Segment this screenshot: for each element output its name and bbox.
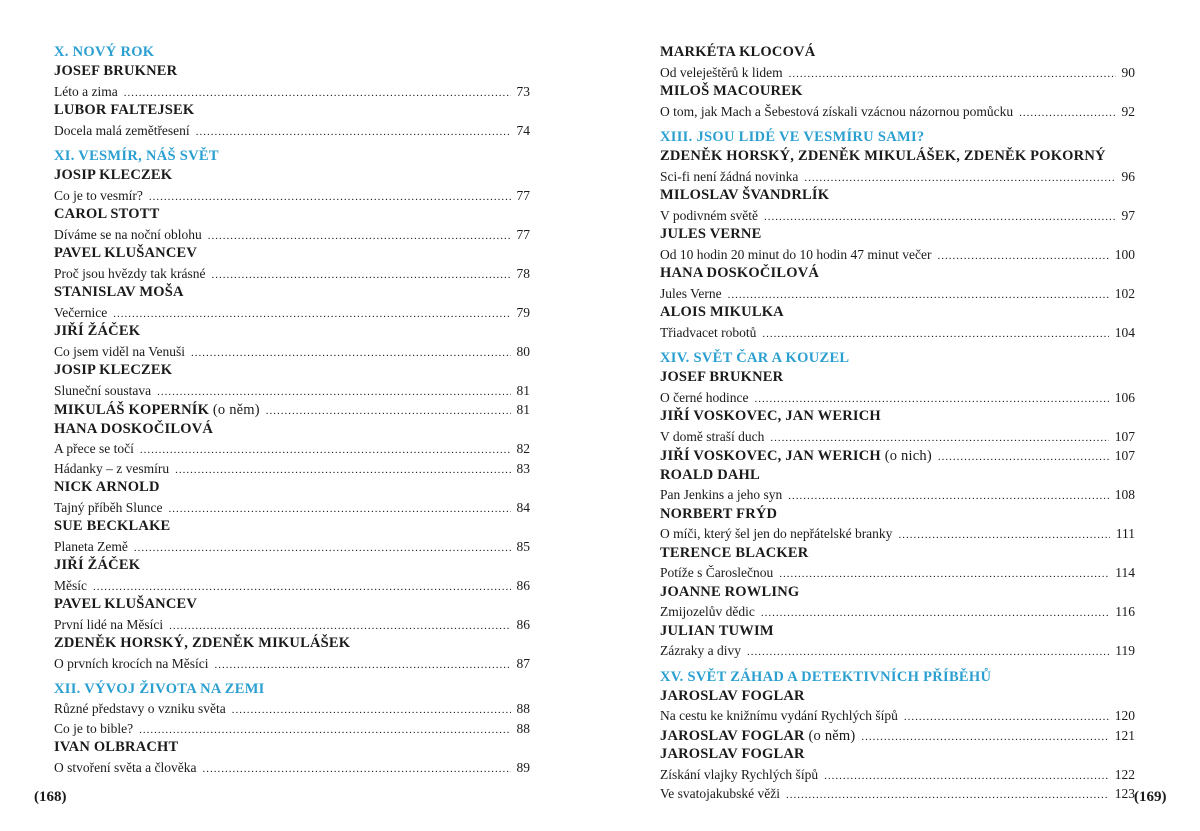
dot-leader — [175, 461, 510, 481]
author-name: JULIAN TUWIM — [660, 622, 774, 639]
page-ref: 90 — [1121, 64, 1135, 80]
author-name: ROALD DAHL — [660, 466, 760, 483]
author-name: MILOSLAV ŠVANDRLÍK — [660, 187, 830, 203]
entry-title — [54, 439, 134, 459]
toc-entry — [54, 615, 530, 635]
section-heading: XV. SVĚT ZÁHAD A DETEKTIVNÍCH PŘÍBĚHŮ — [660, 668, 992, 685]
author-name: LUBOR FALTEJSEK — [54, 102, 195, 118]
title-text: Na cestu ke knižnímu vydání Rychlých šípů — [660, 708, 898, 723]
dot-leader — [761, 604, 1109, 624]
page-ref: 73 — [516, 83, 530, 99]
title-text: O tom, jak Mach a Šebestová získali vzácnou názornou pomůcku — [660, 103, 1014, 119]
toc-entry — [54, 654, 530, 674]
entry-title — [54, 225, 202, 245]
author-note: (o něm) — [209, 402, 260, 418]
entry-title — [660, 524, 892, 544]
page-ref: 122 — [1114, 766, 1135, 782]
title-text: Sci-fi není žádná novinka — [660, 168, 799, 184]
title-text: První lidé na Měsíci — [54, 616, 164, 632]
entry-title — [54, 381, 151, 401]
dot-leader — [169, 500, 511, 520]
entry-title — [54, 654, 208, 674]
author-name: JULES VERNE — [660, 226, 762, 242]
page-ref: 108 — [1114, 487, 1135, 502]
entry-title — [660, 485, 782, 505]
dot-leader — [789, 65, 1116, 85]
entry-title — [660, 784, 780, 804]
page-ref: 74 — [516, 122, 530, 138]
toc-entry — [54, 381, 530, 401]
author-name: JOSIP KLECZEK — [54, 167, 173, 183]
page-ref: 79 — [516, 304, 530, 320]
author-name: NICK ARNOLD — [54, 479, 160, 495]
author-name: ALOIS MIKULKA — [660, 304, 784, 320]
author-name: JAROSLAV FOGLAR — [660, 746, 805, 762]
toc-entry — [54, 537, 530, 557]
title-text: O černé hodince — [660, 389, 749, 405]
page-ref: 86 — [516, 616, 530, 632]
entry-title — [660, 765, 818, 785]
dot-leader — [804, 169, 1115, 189]
entry-title — [660, 284, 722, 304]
page-ref: 85 — [516, 538, 530, 554]
dot-leader — [762, 325, 1108, 345]
author-name: JOSEF BRUKNER — [54, 63, 178, 79]
page-ref: 102 — [1114, 285, 1135, 301]
section-heading: XII. VÝVOJ ŽIVOTA NA ZEMI — [54, 681, 265, 697]
dot-leader — [786, 786, 1109, 806]
author-name: MARKÉTA KLOCOVÁ — [660, 44, 816, 60]
entry-author-title — [54, 401, 260, 421]
entry-title — [54, 82, 118, 102]
dot-leader — [157, 383, 510, 403]
dot-leader — [196, 123, 511, 143]
dot-leader — [728, 286, 1109, 306]
title-text: Potíže s Čaroslečnou — [660, 565, 774, 580]
page-ref: 96 — [1121, 168, 1135, 184]
toc-entry — [54, 264, 530, 284]
dot-leader — [938, 448, 1109, 468]
title-text: Proč jsou hvězdy tak krásné — [54, 265, 206, 281]
title-text: Jules Verne — [660, 285, 722, 301]
author-name: PAVEL KLUŠANCEV — [54, 245, 198, 261]
toc-entry — [54, 576, 530, 596]
page-ref: 119 — [1115, 643, 1135, 658]
title-text: Sluneční soustava — [54, 382, 152, 398]
toc-entry — [660, 726, 1135, 746]
entry-title — [660, 602, 755, 622]
title-text: MIKULÁŠ KOPERNÍK — [54, 402, 210, 418]
toc-entry — [660, 602, 1135, 622]
author-name: JOSIP KLECZEK — [54, 362, 173, 378]
page-ref: 114 — [1115, 565, 1135, 580]
page-ref: 107 — [1114, 428, 1135, 444]
entry-title — [54, 459, 169, 479]
author-name: STANISLAV MOŠA — [54, 284, 184, 300]
dot-leader — [824, 767, 1109, 787]
title-text: Docela malá zemětřesení — [54, 122, 190, 138]
author-name: JIŘÍ ŽÁČEK — [54, 557, 141, 573]
entry-title — [54, 615, 163, 635]
title-text: Zmijozelův dědic — [660, 604, 755, 619]
author-name: JAROSLAV FOGLAR — [660, 687, 805, 704]
title-text: Různé představy o vzniku světa — [54, 701, 226, 716]
entry-title — [54, 303, 107, 323]
author-name: IVAN OLBRACHT — [54, 739, 179, 755]
toc-entry — [660, 446, 1135, 466]
author-name: HANA DOSKOČILOVÁ — [660, 265, 820, 281]
page-ref: 78 — [516, 265, 530, 281]
title-text: Měsíc — [54, 577, 87, 593]
toc-entry — [54, 758, 530, 778]
page-ref: 81 — [516, 402, 530, 417]
dot-leader — [232, 701, 511, 721]
page-ref: 97 — [1121, 207, 1135, 223]
entry-title — [660, 323, 756, 343]
entry-title — [54, 342, 185, 362]
entry-title — [660, 563, 773, 583]
entry-author-title — [660, 447, 932, 467]
toc-entry — [660, 784, 1135, 804]
toc-entry — [660, 206, 1135, 226]
page-ref: 86 — [516, 577, 530, 593]
page-ref: 121 — [1114, 727, 1135, 743]
entry-title — [660, 641, 741, 661]
entry-title — [54, 537, 128, 557]
toc-entry — [54, 303, 530, 323]
author-name: JIŘÍ VOSKOVEC, JAN WERICH — [660, 408, 881, 424]
page-ref: 100 — [1114, 246, 1135, 262]
entry-title — [660, 245, 931, 265]
entry-title — [660, 427, 764, 447]
toc-entry — [54, 82, 530, 102]
toc-entry — [660, 524, 1135, 544]
page-ref: 77 — [516, 226, 530, 242]
dot-leader — [764, 208, 1116, 228]
toc-entry — [660, 388, 1135, 408]
section-heading: XIII. JSOU LIDÉ VE VESMÍRU SAMI? — [660, 129, 925, 145]
entry-title — [54, 576, 87, 596]
toc-entry — [54, 719, 530, 739]
dot-leader — [208, 227, 511, 247]
toc-entry — [660, 284, 1135, 304]
toc-entry — [660, 706, 1135, 726]
entry-title — [660, 206, 758, 226]
title-text: Tajný příběh Slunce — [54, 499, 163, 515]
dot-leader — [134, 539, 511, 559]
title-text: Planeta Země — [54, 538, 128, 554]
toc-entry — [660, 102, 1135, 122]
toc-entry — [54, 459, 530, 479]
title-text: V domě straší duch — [660, 428, 765, 444]
page-ref: 116 — [1115, 604, 1135, 619]
dot-leader — [202, 760, 510, 780]
page-ref: 104 — [1114, 324, 1135, 340]
entry-title — [660, 388, 748, 408]
page-ref: 120 — [1114, 708, 1135, 723]
toc-entry — [660, 323, 1135, 343]
title-text: JAROSLAV FOGLAR — [660, 727, 805, 744]
title-text: JIŘÍ VOSKOVEC, JAN WERICH — [660, 448, 881, 464]
title-text: O prvních krocích na Měsíci — [54, 655, 209, 671]
title-text: Co je to bible? — [54, 720, 134, 736]
title-text: Díváme se na noční oblohu — [54, 226, 202, 242]
title-text: Od veleještěrů k lidem — [660, 64, 783, 80]
left-page-number: (168) — [34, 789, 67, 805]
page-ref: 83 — [516, 460, 530, 476]
dot-leader — [214, 656, 510, 676]
page-ref: 107 — [1114, 448, 1135, 463]
title-text: Získání vlajky Rychlých šípů — [660, 766, 819, 782]
page-ref: 92 — [1121, 103, 1135, 119]
author-name: MILOŠ MACOUREK — [660, 83, 803, 99]
author-name: JOSEF BRUKNER — [660, 369, 784, 385]
dot-leader — [937, 247, 1108, 267]
page-ref: 111 — [1115, 526, 1135, 541]
toc-entry — [54, 342, 530, 362]
entry-author-title — [660, 727, 855, 747]
page-ref: 88 — [516, 720, 530, 736]
toc-entry — [660, 167, 1135, 187]
dot-leader — [139, 721, 510, 741]
right-page-number: (169) — [1134, 789, 1167, 805]
author-name: CAROL STOTT — [54, 206, 160, 222]
author-note: (o něm) — [804, 727, 856, 744]
dot-leader — [747, 643, 1109, 663]
author-name: TERENCE BLACKER — [660, 544, 809, 561]
right-page-toc — [660, 43, 1135, 804]
entry-title — [660, 63, 783, 83]
title-text: Třiadvacet robotů — [660, 324, 757, 340]
dot-leader — [140, 441, 511, 461]
author-name: HANA DOSKOČILOVÁ — [54, 420, 214, 437]
dot-leader — [898, 526, 1109, 546]
toc-entry — [660, 63, 1135, 83]
title-text: Pan Jenkins a jeho syn — [660, 487, 783, 502]
entry-title — [54, 264, 205, 284]
dot-leader — [788, 487, 1109, 507]
toc-entry — [660, 765, 1135, 785]
toc-entry — [54, 121, 530, 141]
title-text: Co jsem viděl na Venuši — [54, 343, 185, 359]
entry-title — [54, 699, 226, 719]
title-text: A přece se točí — [54, 441, 134, 456]
page-ref: 123 — [1114, 786, 1135, 801]
title-text: Od 10 hodin 20 minut do 10 hodin 47 minut večer — [660, 246, 932, 262]
dot-leader — [266, 402, 511, 422]
dot-leader — [113, 305, 510, 325]
page-ref: 81 — [516, 382, 530, 398]
author-name: PAVEL KLUŠANCEV — [54, 596, 198, 612]
left-page-toc — [54, 43, 530, 777]
entry-title — [54, 186, 143, 206]
author-name: ZDENĚK HORSKÝ, ZDENĚK MIKULÁŠEK, ZDENĚK POKORNÝ — [660, 148, 1106, 164]
dot-leader — [770, 429, 1108, 449]
dot-leader — [1019, 104, 1115, 124]
toc-entry — [54, 186, 530, 206]
entry-title — [54, 121, 190, 141]
author-name: ZDENĚK HORSKÝ, ZDENĚK MIKULÁŠEK — [54, 635, 351, 651]
author-name: JOANNE ROWLING — [660, 583, 800, 600]
entry-title — [660, 706, 898, 726]
page-ref: 77 — [516, 187, 530, 203]
dot-leader — [904, 708, 1109, 728]
dot-leader — [211, 266, 510, 286]
author-name: JIŘÍ ŽÁČEK — [54, 323, 141, 339]
toc-entry — [660, 485, 1135, 505]
title-text: Ve svatojakubské věži — [660, 786, 780, 801]
section-heading: XIV. SVĚT ČAR A KOUZEL — [660, 350, 850, 366]
entry-title — [660, 167, 798, 187]
page-ref: 106 — [1114, 389, 1135, 405]
section-heading: XI. VESMÍR, NÁŠ SVĚT — [54, 148, 219, 164]
entry-title — [54, 498, 163, 518]
dot-leader — [191, 344, 511, 364]
title-text: O stvoření světa a člověka — [54, 759, 197, 775]
entry-title — [54, 758, 196, 778]
page-ref: 84 — [516, 499, 530, 515]
author-name: NORBERT FRÝD — [660, 505, 778, 522]
toc-entry — [660, 245, 1135, 265]
title-text: Co je to vesmír? — [54, 187, 143, 203]
author-note: (o nich) — [880, 448, 932, 464]
title-text: Hádanky – z vesmíru — [54, 460, 170, 476]
page-ref: 88 — [516, 701, 530, 716]
dot-leader — [861, 728, 1108, 748]
toc-entry — [660, 427, 1135, 447]
page-ref: 89 — [516, 759, 530, 775]
title-text: Zázraky a divy — [660, 643, 741, 658]
toc-entry — [54, 225, 530, 245]
entry-title — [54, 719, 133, 739]
section-heading: X. NOVÝ ROK — [54, 44, 155, 60]
page-ref: 82 — [516, 441, 530, 456]
entry-title — [660, 102, 1013, 122]
title-text: O míči, který šel jen do nepřátelské branky — [660, 526, 893, 541]
author-name: SUE BECKLAKE — [54, 518, 171, 534]
title-text: Léto a zima — [54, 83, 118, 99]
page-ref: 87 — [516, 655, 530, 671]
toc-entry — [54, 699, 530, 719]
toc-entry — [54, 400, 530, 420]
dot-leader — [149, 188, 511, 208]
toc-entry — [54, 439, 530, 459]
title-text: Večernice — [54, 304, 108, 320]
toc-entry — [660, 641, 1135, 661]
page-ref: 80 — [516, 343, 530, 359]
toc-entry — [660, 563, 1135, 583]
title-text: V podivném světě — [660, 207, 758, 223]
toc-entry — [54, 498, 530, 518]
dot-leader — [779, 565, 1109, 585]
